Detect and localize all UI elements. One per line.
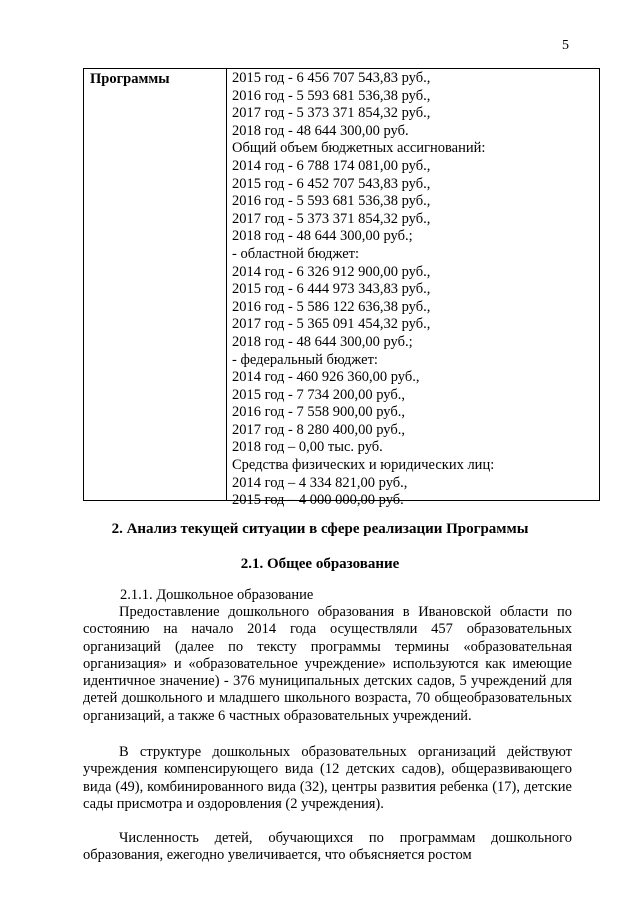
- page-number: 5: [562, 38, 569, 53]
- table-value-cell: [227, 69, 599, 509]
- table-line: 2015 год - 6 452 707 543,83 руб.,: [232, 175, 431, 192]
- subsection-heading: 2.1. Общее образование: [240, 556, 400, 572]
- table-line: 2014 год - 6 788 174 081,00 руб.,: [232, 157, 431, 174]
- table-label-cell: Программы: [84, 69, 227, 500]
- paragraph-text: Численность детей, обучающихся по программам дошкольного образования, ежегодно увеличивается, что объясняется ростом: [83, 830, 572, 864]
- section-heading: 2. Анализ текущей ситуации в сфере реализации Программы: [111, 521, 529, 537]
- table-line: 2017 год - 5 373 371 854,32 руб.,: [232, 105, 431, 122]
- table-line: 2014 год - 6 326 912 900,00 руб.,: [232, 263, 431, 280]
- table-line: Общий объем бюджетных ассигнований:: [232, 140, 486, 157]
- table-line: 2016 год - 7 558 900,00 руб.,: [232, 404, 405, 421]
- paragraph-text: Предоставление дошкольного образования в Ивановской области по состоянию на начало 2014 года осуществляли 457 образовательных организаций (далее по тексту программы термины «образовательная организация» и «образовательное учреждение» используются как имеющие идентичное значение) - 376 муниципальных детских садов, 5 учреждений для детей дошкольного и младшего школьного возраста, 70 общеобразовательных организаций, а также 6 частных образовательных учреждений.: [83, 604, 572, 724]
- table-line: 2018 год - 48 644 300,00 руб.;: [232, 333, 413, 350]
- paragraph-3: [83, 830, 572, 865]
- program-passport-table: [83, 68, 600, 509]
- table-line: 2015 год - 6 444 973 343,83 руб.,: [232, 281, 431, 298]
- subsubsection-heading: 2.1.1. Дошкольное образование: [120, 587, 314, 603]
- paragraph-2: [83, 744, 572, 813]
- table-line: 2015 год - 7 734 200,00 руб.,: [232, 386, 405, 403]
- table-line: 2017 год - 5 365 091 454,32 руб.,: [232, 316, 431, 333]
- table-line: 2016 год - 5 593 681 536,38 руб.,: [232, 193, 431, 210]
- table-line: 2018 год - 48 644 300,00 руб.;: [232, 228, 413, 245]
- table-line: 2014 год - 460 926 360,00 руб.,: [232, 369, 420, 386]
- table-line: 2018 год - 48 644 300,00 руб.: [232, 122, 409, 139]
- table-line: 2015 год - 6 456 707 543,83 руб.,: [232, 70, 431, 86]
- paragraph-1: [83, 604, 572, 725]
- table-line: - федеральный бюджет:: [232, 351, 378, 368]
- table-line: 2016 год - 5 586 122 636,38 руб.,: [232, 298, 431, 315]
- table-line: 2018 год – 0,00 тыс. руб.: [232, 439, 383, 456]
- table-line: - областной бюджет:: [232, 245, 360, 262]
- table-line: 2017 год - 5 373 371 854,32 руб.,: [232, 210, 431, 227]
- table-line: Средства физических и юридических лиц:: [232, 457, 495, 474]
- table-line: 2015 год – 4 000 000,00 руб.: [232, 492, 404, 509]
- table-line: 2014 год – 4 334 821,00 руб.,: [232, 474, 408, 491]
- paragraph-text: В структуре дошкольных образовательных организаций действуют учреждения компенсирующего вида (12 детских садов), общеразвивающего вида (49), комбинированного вида (32), центры развития ребенка (17), детские сады присмотра и оздоровления (2 учреждения).: [83, 744, 572, 812]
- table-line: 2016 год - 5 593 681 536,38 руб.,: [232, 87, 431, 104]
- table-line: 2017 год - 8 280 400,00 руб.,: [232, 421, 405, 438]
